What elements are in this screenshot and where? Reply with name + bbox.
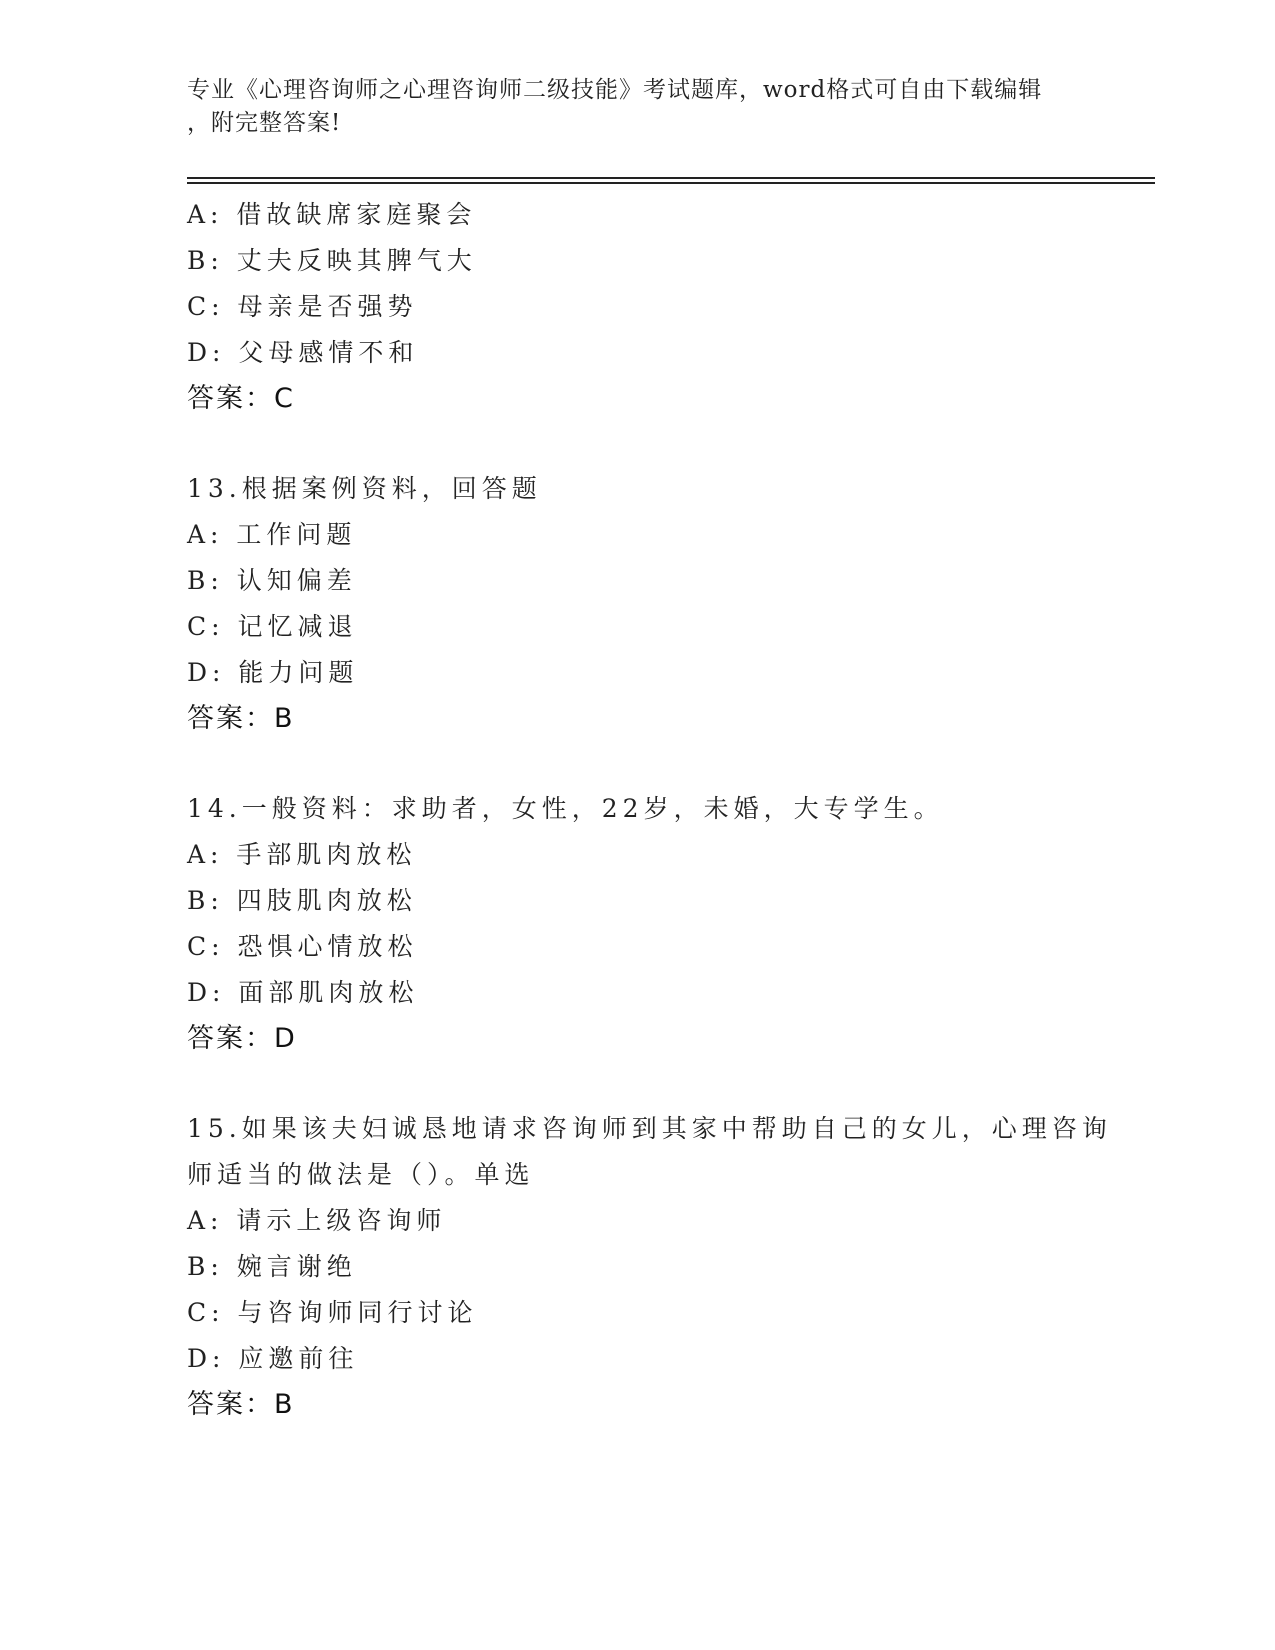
option-d: D: 应邀前往 (187, 1344, 359, 1373)
answer-value: C (274, 383, 295, 414)
option-a: A: 借故缺席家庭聚会 (187, 200, 477, 229)
option-d: D: 能力问题 (187, 658, 359, 687)
answer-line (187, 376, 1087, 422)
answer-value: B (274, 1389, 295, 1420)
header-line-2: ，附完整答案! (187, 110, 342, 136)
option-b: B: 认知偏差 (187, 566, 357, 595)
header-line-1: 专业《心理咨询师之心理咨询师二级技能》考试题库，word格式可自由下载编辑 (187, 77, 1043, 103)
option-b: B: 四肢肌肉放松 (187, 886, 417, 915)
answer-value: B (274, 703, 295, 734)
answer-line (187, 1016, 1087, 1062)
question-text: 14.一般资料：求助者，女性，22岁，未婚，大专学生。 (187, 794, 944, 823)
answer-label: 答案： (187, 1389, 274, 1420)
answer-line (187, 1382, 1087, 1428)
option-c: C: 恐惧心情放松 (187, 932, 418, 961)
option-a: A: 手部肌肉放松 (187, 840, 417, 869)
question-block-13 (187, 466, 1087, 742)
question-text-line-2: 师适当的做法是（）。单选 (187, 1160, 535, 1189)
question-block-14 (187, 786, 1087, 1062)
answer-label: 答案： (187, 1023, 274, 1054)
question-text-line-1: 15.如果该夫妇诚恳地请求咨询师到其家中帮助自己的女儿，心理咨询 (187, 1114, 1112, 1143)
header-divider-top (187, 177, 1155, 179)
document-header (187, 74, 1067, 140)
answer-value: D (274, 1023, 297, 1054)
question-block-12 (187, 192, 1087, 422)
header-divider-bottom (187, 182, 1155, 184)
answer-line (187, 696, 1087, 742)
answer-label: 答案： (187, 383, 274, 414)
answer-label: 答案： (187, 703, 274, 734)
option-c: C: 母亲是否强势 (187, 292, 418, 321)
question-list (187, 192, 1112, 1428)
option-d: D: 面部肌肉放松 (187, 978, 419, 1007)
option-b: B: 婉言谢绝 (187, 1252, 357, 1281)
question-block-15 (187, 1106, 1112, 1428)
option-c: C: 记忆减退 (187, 612, 358, 641)
option-c: C: 与咨询师同行讨论 (187, 1298, 478, 1327)
option-b: B: 丈夫反映其脾气大 (187, 246, 477, 275)
option-a: A: 请示上级咨询师 (187, 1206, 447, 1235)
question-text: 13.根据案例资料，回答题 (187, 474, 542, 503)
option-a: A: 工作问题 (187, 520, 357, 549)
option-d: D: 父母感情不和 (187, 338, 419, 367)
